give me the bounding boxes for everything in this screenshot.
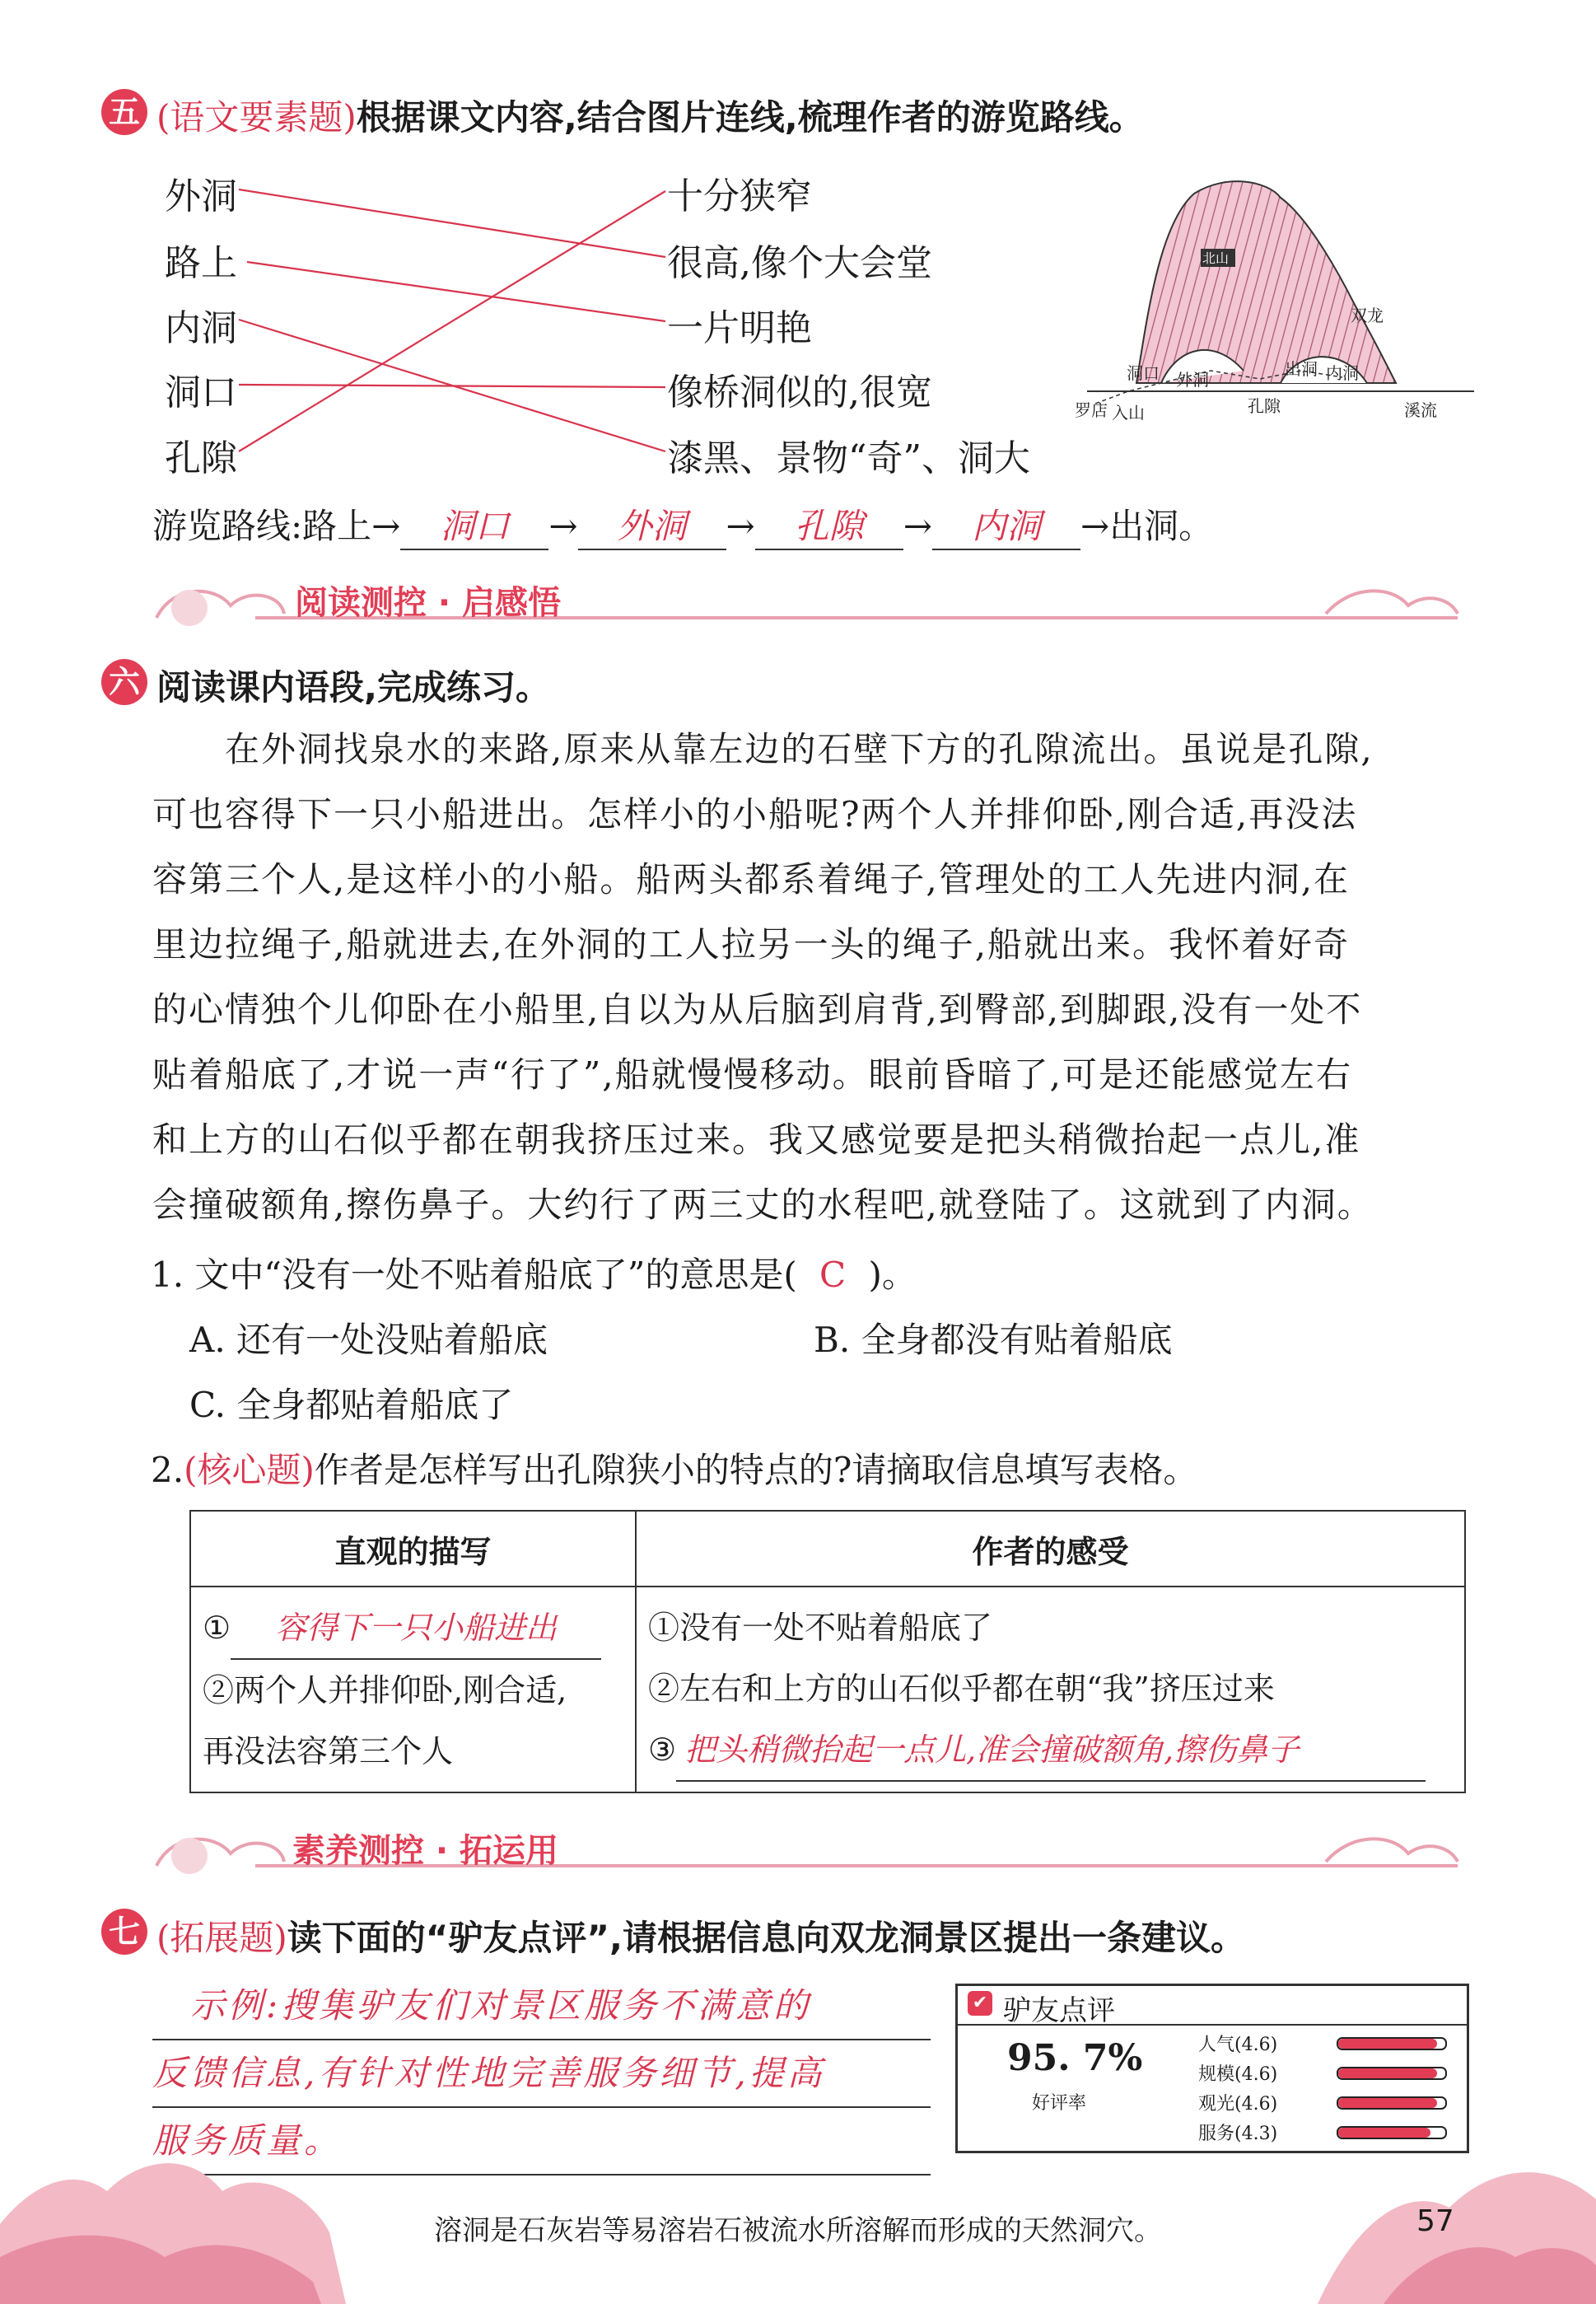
thumbs-up-icon: ✔ (968, 1991, 992, 2016)
q6-1-stem-before: 1. 文中“没有一处不贴着船底了”的意思是( (151, 1255, 797, 1295)
route-line (152, 499, 1213, 550)
route-arrow-2: → (726, 506, 755, 546)
rating-bar-sightseeing (1337, 2096, 1447, 2110)
question-7-tag: (拓展题) (156, 1918, 287, 1958)
passage-line-7: 和上方的山石似乎都在朝我挤压过来。我又感觉要是把头稍微抬起一点儿,准 (152, 1119, 1361, 1160)
description-1-answer[interactable]: 容得下一只小船进出 (231, 1597, 601, 1660)
answer-line-3: 服务质量。 (152, 2108, 931, 2175)
map-label-stream: 溪流 (1404, 400, 1437, 420)
left-item-3[interactable]: 内洞 (165, 307, 237, 349)
passage-line-5: 的心情独个儿仰卧在小船里,自以为从后脑到肩背,到臀部,到脚跟,没有一处不 (152, 989, 1363, 1030)
left-item-2[interactable]: 路上 (165, 242, 237, 284)
table-cell-feeling (636, 1587, 1465, 1792)
rating-label-scale: 规模(4.6) (1198, 2064, 1278, 2085)
map-label-entrance: 洞口 (1127, 363, 1160, 383)
feeling-3-marker: ③ (648, 1732, 677, 1768)
passage-line-4: 里边拉绳子,船就进去,在外洞的工人拉另一头的绳子,船就出来。我怀着好奇 (152, 924, 1351, 965)
q6-1-stem-after: )。 (868, 1255, 917, 1295)
question-7-instruction: 读下面的“驴友点评”,请根据信息向双龙洞景区提出一条建议。 (287, 1918, 1245, 1958)
route-blank-4[interactable]: 内洞 (932, 499, 1080, 550)
answer-line-1: 示例:搜集驴友们对景区服务不满意的 (152, 1973, 931, 2040)
map-label-outer-cave: 外洞 (1176, 370, 1209, 390)
right-item-2[interactable]: 很高,像个大会堂 (667, 242, 932, 284)
question-7-badge: 七 (101, 1909, 147, 1955)
mountain-shape (1136, 181, 1396, 383)
right-item-5[interactable]: 漆黑、景物“奇”、洞大 (667, 437, 1030, 479)
question-5-badge: 五 (101, 89, 147, 135)
answer-line-2: 反馈信息,有针对性地完善服务细节,提高 (152, 2040, 931, 2108)
map-label-gap: 孔隙 (1248, 396, 1281, 416)
q6-2-tag: (核心题) (184, 1450, 315, 1490)
question-6-title: 阅读课内语段,完成练习。 (156, 667, 550, 708)
approval-rate-label: 好评率 (1032, 2093, 1087, 2114)
table-header-feeling: 作者的感受 (636, 1511, 1465, 1587)
approval-rate: 95. 7% (1007, 2037, 1143, 2079)
question-6-badge: 六 (101, 659, 147, 705)
feeling-2: ②左右和上方的山石似乎都在朝“我”挤压过来 (648, 1671, 1275, 1707)
option-a[interactable]: A. 还有一处没贴着船底 (189, 1320, 548, 1360)
question-6-2-stem (151, 1443, 1197, 1493)
right-item-3[interactable]: 一片明艳 (667, 307, 812, 349)
question-7-title (156, 1911, 1245, 1961)
footer-note: 溶洞是石灰岩等易溶岩石被流水所溶解而形成的天然洞穴。 (434, 2214, 1162, 2247)
route-prefix: 游览路线:路上→ (152, 506, 401, 546)
match-line-outer-cave (239, 189, 665, 257)
route-blank-3[interactable]: 孔隙 (755, 499, 903, 550)
passage-line-2: 可也容得下一只小船进出。怎样小的小船呢?两个人并排仰卧,刚合适,再没法 (152, 794, 1358, 834)
table-cell-description (190, 1587, 636, 1792)
route-blank-2[interactable]: 外洞 (578, 499, 726, 550)
description-table (189, 1510, 1466, 1793)
route-arrow-3: → (903, 506, 932, 546)
option-b[interactable]: B. 全身都没有贴着船底 (814, 1320, 1173, 1360)
rating-fill-popularity (1338, 2039, 1437, 2049)
question-6-1-stem (151, 1248, 917, 1297)
description-2-line-2: 再没法容第三个人 (203, 1733, 454, 1769)
feeling-3[interactable] (648, 1719, 1453, 1782)
question-5-instruction: 根据课文内容,结合图片连线,梳理作者的游览路线。 (356, 97, 1144, 138)
map-label-enter-mountain: 入山 (1112, 403, 1145, 423)
review-header (958, 1986, 1467, 2026)
rating-bar-popularity (1337, 2037, 1447, 2050)
passage-line-8: 会撞破额角,擦伤鼻子。大约行了两三丈的水程吧,就登陆了。这就到了内洞。 (152, 1185, 1374, 1225)
description-1[interactable] (203, 1597, 623, 1660)
map-label-luodian: 罗店 (1075, 400, 1108, 420)
q6-1-answer[interactable]: C (819, 1255, 847, 1295)
rating-label-sightseeing: 观光(4.6) (1198, 2094, 1278, 2115)
review-title: 驴友点评 (1003, 1994, 1115, 2027)
description-2-line-1: ②两个人并排仰卧,刚合适, (203, 1672, 567, 1708)
passage-line-3: 容第三个人,是这样小的小船。船两头都系着绳子,管理处的工人先进内洞,在 (152, 859, 1351, 900)
section-title-reading: 阅读测控 · 启感悟 (295, 584, 562, 622)
match-line-entrance (239, 385, 665, 387)
q6-2-text: 作者是怎样写出孔隙狭小的特点的?请摘取信息填写表格。 (314, 1450, 1198, 1490)
rating-label-popularity: 人气(4.6) (1198, 2035, 1278, 2055)
right-item-1[interactable]: 十分狭窄 (667, 175, 812, 217)
rating-bar-scale (1337, 2067, 1447, 2080)
section-title-literacy: 素养测控 · 拓运用 (292, 1832, 559, 1870)
rating-fill-sightseeing (1338, 2098, 1437, 2108)
passage-line-1: 在外洞找泉水的来路,原来从靠左边的石壁下方的孔隙流出。虽说是孔隙, (152, 729, 1374, 769)
left-item-5[interactable]: 孔隙 (165, 437, 237, 479)
map-label-exit: 出洞 (1285, 359, 1318, 379)
feeling-3-answer[interactable]: 把头稍微抬起一点儿,准会撞破额角,擦伤鼻子 (676, 1719, 1426, 1782)
route-blank-1[interactable]: 洞口 (400, 499, 548, 550)
route-suffix: →出洞。 (1080, 506, 1214, 546)
left-item-1[interactable]: 外洞 (165, 175, 237, 217)
rating-fill-scale (1338, 2068, 1437, 2078)
page-number: 57 (1416, 2204, 1454, 2238)
description-1-marker: ① (203, 1610, 231, 1646)
match-line-road (247, 262, 665, 321)
feeling-1: ①没有一处不贴着船底了 (648, 1610, 993, 1646)
map-label-north-mountain: 北山 (1202, 250, 1230, 266)
route-arrow-1: → (548, 506, 578, 546)
cave-route-map (1071, 173, 1482, 437)
table-header-description: 直观的描写 (190, 1511, 636, 1587)
option-c[interactable]: C. 全身都贴着船底了 (189, 1385, 514, 1425)
q6-2-num: 2. (151, 1450, 184, 1490)
traveler-review-card (955, 1984, 1469, 2153)
map-label-shuanglong: 双龙 (1351, 306, 1384, 325)
map-label-inner-cave: 内洞 (1326, 363, 1359, 383)
reading-passage (152, 717, 1470, 1237)
match-line-gap (239, 191, 665, 451)
question-5-tag: (语文要素题) (156, 97, 357, 138)
passage-line-6: 贴着船底了,才说一声“行了”,船就慢慢移动。眼前昏暗了,可是还能感觉左右 (152, 1054, 1352, 1095)
right-item-4[interactable]: 像桥洞似的,很宽 (667, 372, 932, 414)
rating-label-service: 服务(4.3) (1198, 2124, 1278, 2144)
left-item-4[interactable]: 洞口 (165, 372, 237, 414)
